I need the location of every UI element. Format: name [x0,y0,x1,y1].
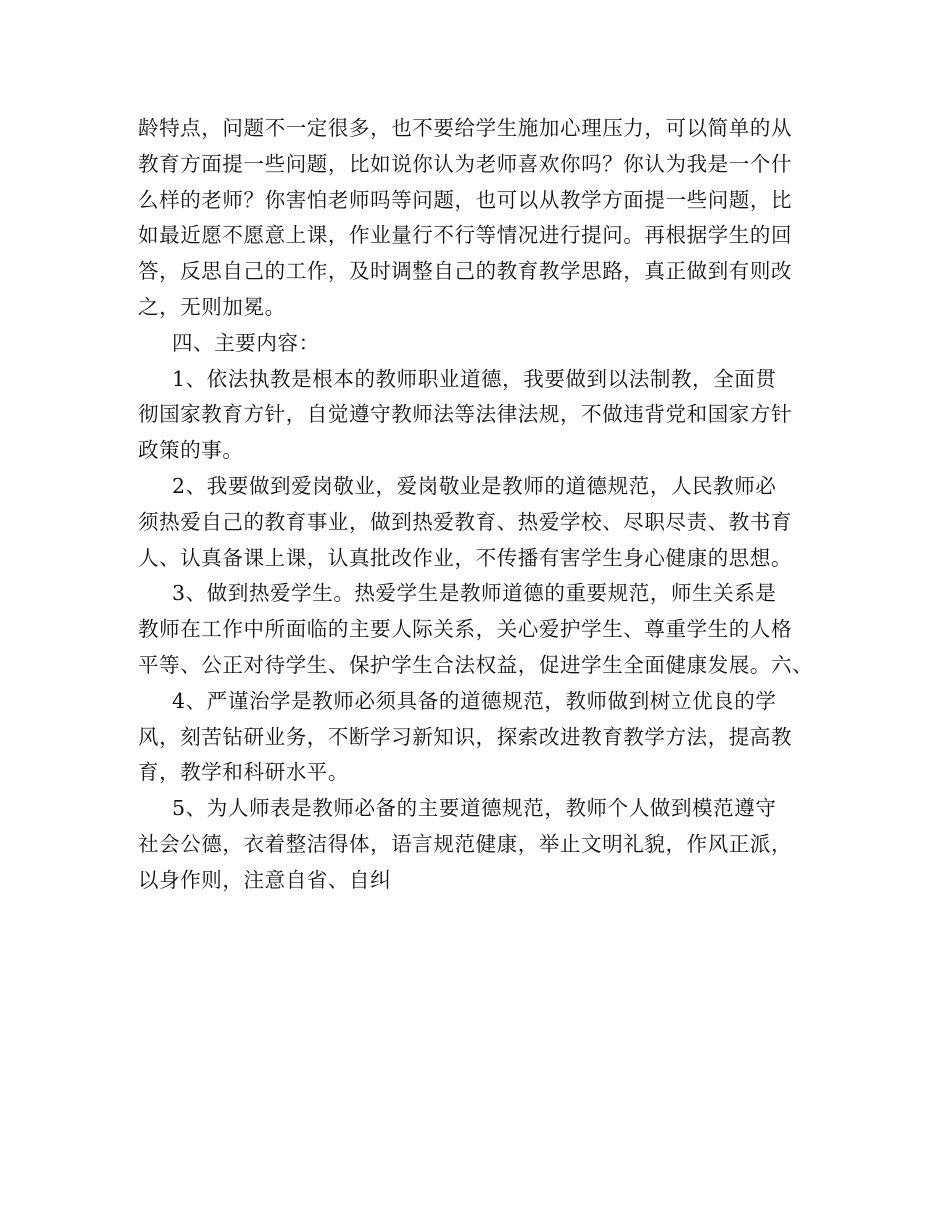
text-line: 之，无则加冕。 [138,294,286,319]
text-line: 教师在工作中所面临的主要人际关系，关心爱护学生、尊重学生的人格 [138,617,793,642]
text-line: 人、认真备课上课，认真批改作业，不传播有害学生身心健康的思想。 [138,545,793,570]
text-line: 彻国家教育方针，自觉遵守教师法等法律法规，不做违背党和国家方针 [138,402,793,427]
text-line: 政策的事。 [138,438,244,463]
text-line: 平等、公正对待学生、保护学生合法权益，促进学生全面健康发展。六、 [138,652,814,677]
text-line: 风，刻苦钻研业务，不断学习新知识，探索改进教育教学方法，提高教 [138,724,793,749]
text-line: 教育方面提一些问题，比如说你认为老师喜欢你吗？你认为我是一个什 [138,151,793,176]
document-body [138,111,818,899]
text-line: 如最近愿不愿意上课，作业量行不行等情况进行提问。再根据学生的回 [138,223,793,248]
text-line: 5、为人师表是教师必备的主要道德规范，教师个人做到模范遵守 [172,796,777,821]
text-line: 3、做到热爱学生。热爱学生是教师道德的重要规范，师生关系是 [172,581,777,606]
section-heading: 四、主要内容： [172,330,320,355]
text-line: 4、严谨治学是教师必须具备的道德规范，教师做到树立优良的学 [172,688,777,713]
text-line: 以身作则，注意自省、自纠 [138,867,392,892]
text-line: 须热爱自己的教育事业，做到热爱教育、热爱学校、尽职尽责、教书育 [138,509,793,534]
text-line: 1、依法执教是根本的教师职业道德，我要做到以法制教，全面贯 [172,366,777,391]
text-line: 2、我要做到爱岗敬业，爱岗敬业是教师的道德规范，人民教师必 [172,473,777,498]
text-line: 龄特点，问题不一定很多，也不要给学生施加心理压力，可以简单的从 [138,116,793,140]
text-line: 社会公德，衣着整洁得体，语言规范健康，举止文明礼貌，作风正派， [138,831,793,856]
text-line: 答，反思自己的工作，及时调整自己的教育教学思路，真正做到有则改 [138,259,793,284]
text-line: 育，教学和科研水平。 [138,760,349,785]
text-line: 么样的老师？你害怕老师吗等问题，也可以从教学方面提一些问题，比 [138,187,793,212]
